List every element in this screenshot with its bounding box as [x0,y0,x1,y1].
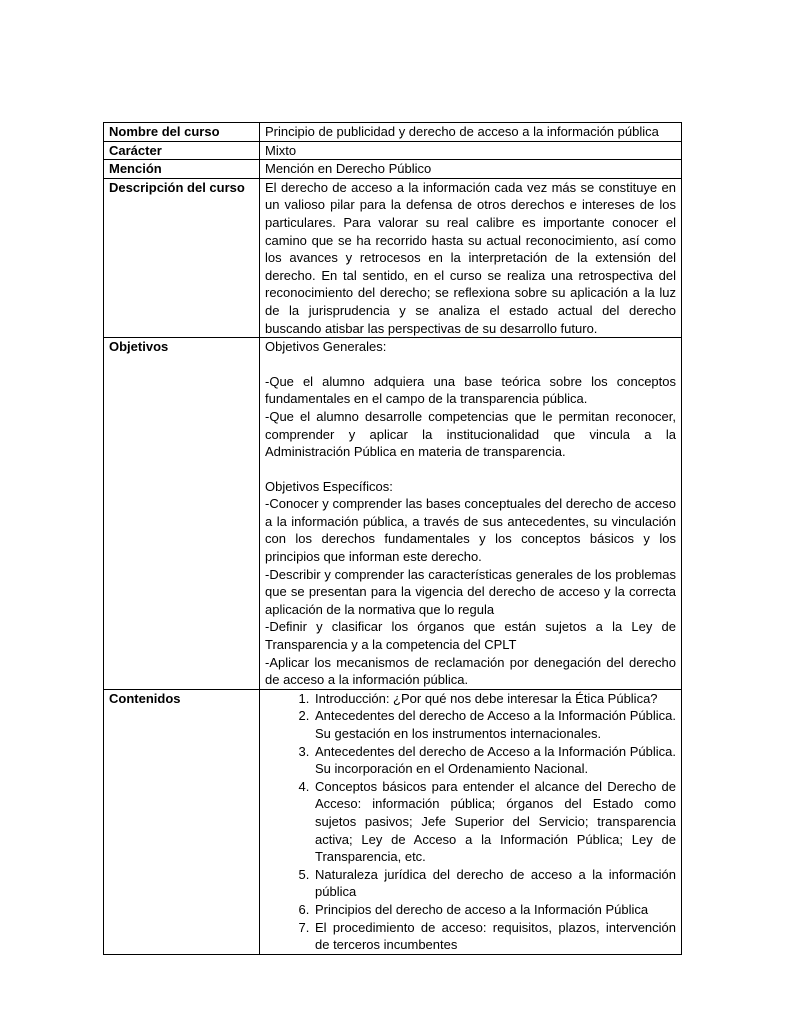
course-table [103,122,682,955]
objetivo-especifico: -Conocer y comprender las bases conceptuales del derecho de acceso a la información pública, a través de sus antecedentes, su vinculación con los derechos fundamentales y los conceptos básicos y los principios que informan este derecho. [265,496,676,565]
value-contenidos [260,689,682,954]
contenidos-list [265,690,676,954]
row-contenidos [104,689,682,954]
objetivo-general: -Que el alumno adquiera una base teórica sobre los conceptos fundamentales en el campo de la transparencia pública. [265,373,676,407]
objetivo-especifico: -Definir y clasificar los órganos que están sujetos a la Ley de Transparencia y a la competencia del CPLT [265,619,676,653]
row-mencion [104,160,682,179]
label-nombre: Nombre del curso [104,123,260,142]
row-nombre [104,123,682,142]
row-objetivos [104,338,682,690]
row-caracter [104,141,682,160]
list-item: 6. Principios del derecho de acceso a la Información Pública [313,901,676,919]
value-caracter: Mixto [260,141,682,160]
label-contenidos: Contenidos [104,689,260,954]
objetivos-especificos-heading: Objetivos Específicos: [265,478,393,494]
objetivo-especifico: -Describir y comprender las características generales de los problemas que se presentan para la vigencia del derecho de acceso y la correcta aplicación de la normativa que lo regula [265,566,676,617]
value-nombre: Principio de publicidad y derecho de acceso a la información pública [260,123,682,142]
list-item: 7. El procedimiento de acceso: requisitos, plazos, intervención de terceros incumbentes [313,919,676,954]
label-caracter: Carácter [104,141,260,160]
list-item: 1. Introducción: ¿Por qué nos debe interesar la Ética Pública? [313,690,676,708]
list-item: 4. Conceptos básicos para entender el alcance del Derecho de Acceso: información pública; órganos del Estado como sujetos pasivos; Jefe Superior del Servicio; transparencia activa; Ley de Acceso a la Información Pública; Ley de Transparencia, etc. [313,778,676,866]
list-item: 2. Antecedentes del derecho de Acceso a la Información Pública. Su gestación en los instrumentos internacionales. [313,707,676,742]
label-mencion: Mención [104,160,260,179]
value-objetivos [260,338,682,690]
value-mencion: Mención en Derecho Público [260,160,682,179]
label-descripcion: Descripción del curso [104,178,260,337]
objetivo-especifico: -Aplicar los mecanismos de reclamación por denegación del derecho de acceso a la información pública. [265,654,676,688]
value-descripcion: El derecho de acceso a la información cada vez más se constituye en un valioso pilar para la defensa de otros derechos e intereses de los particulares. Para valorar su real calibre es importante conocer el camino que se ha recorrido hasta su actual reconocimiento, así como los avances y retrocesos en la interpretación de la extensión del derecho. En tal sentido, en el curso se realiza una retrospectiva del reconocimiento del derecho; se reflexiona sobre su aplicación a la luz de la jurisprudencia y se analiza el estado actual del derecho buscando atisbar las perspectivas de su desarrollo futuro. [260,178,682,337]
list-item: 3. Antecedentes del derecho de Acceso a la Información Pública. Su incorporación en el Ordenamiento Nacional. [313,743,676,778]
row-descripcion [104,178,682,337]
objetivo-general: -Que el alumno desarrolle competencias que le permitan reconocer, comprender y aplicar la institucionalidad que vincula a la Administración Pública en materia de transparencia. [265,408,676,460]
objetivos-generales-heading: Objetivos Generales: [265,339,387,355]
label-objetivos: Objetivos [104,338,260,690]
list-item: 5. Naturaleza jurídica del derecho de acceso a la información pública [313,866,676,901]
